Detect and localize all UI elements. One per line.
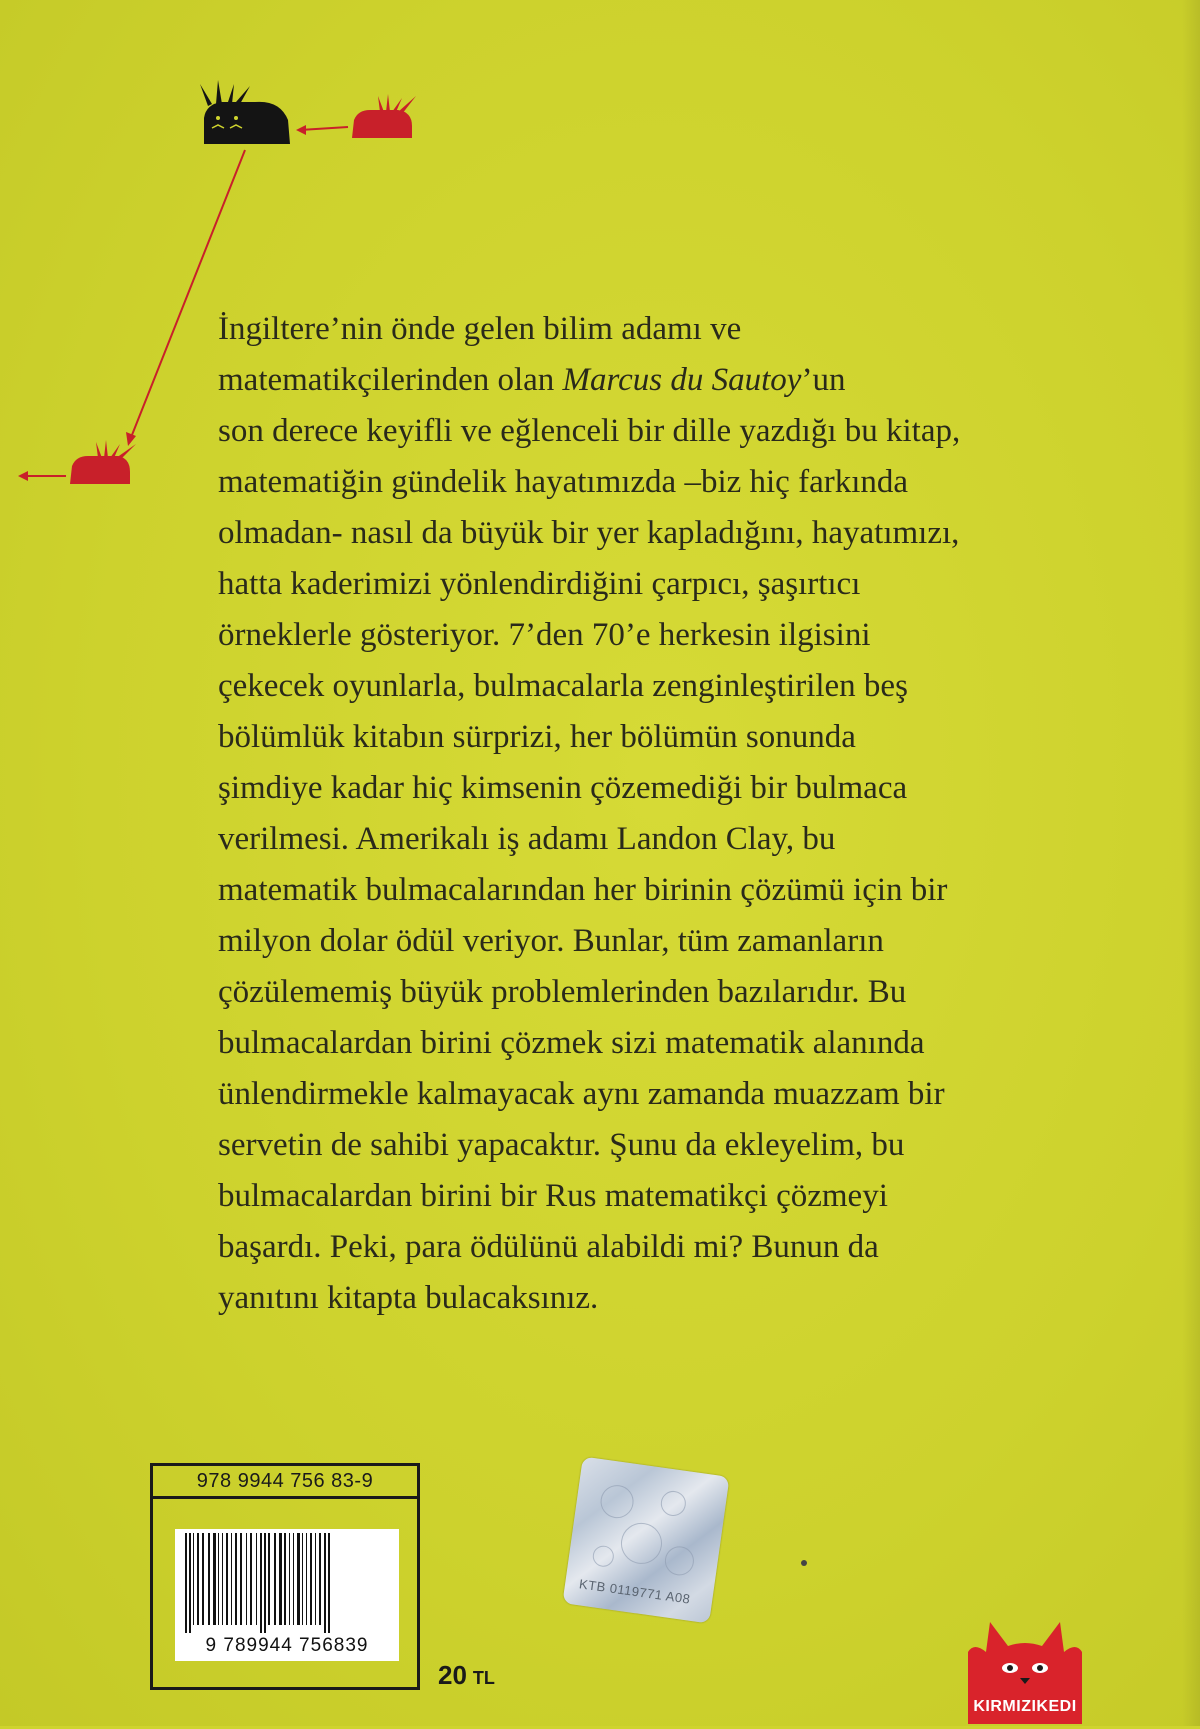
barcode-bar — [208, 1533, 210, 1625]
arrow-icon — [296, 125, 348, 135]
blurb-line: olmadan- nasıl da büyük bir yer kapladığını, hayatımızı, — [218, 515, 960, 551]
blurb-line: bölümlük kitabın sürprizi, her bölümün sonunda — [218, 719, 856, 755]
isbn-number: 978 9944 756 83-9 — [153, 1466, 417, 1499]
barcode-bar — [297, 1533, 300, 1625]
blurb-line: matematik bulmacalarından her birinin çözümü için bir — [218, 872, 948, 908]
blurb-line: son derece keyifli ve eğlenceli bir dille yazdığı bu kitap, — [218, 413, 961, 449]
barcode-bar — [279, 1533, 282, 1625]
barcode-bar — [284, 1533, 286, 1625]
barcode-bar — [274, 1533, 276, 1625]
barcode-bar — [250, 1533, 252, 1625]
price-amount: 20 — [438, 1660, 467, 1690]
barcode-bar — [231, 1533, 232, 1625]
price-tag — [438, 1660, 495, 1691]
barcode-bar — [289, 1533, 290, 1625]
barcode-bar — [328, 1533, 330, 1633]
blurb-line: İngiltere’nin önde gelen bilim adamı ve — [218, 311, 742, 347]
publisher-logo — [964, 1612, 1086, 1724]
blurb-text — [218, 304, 1118, 1324]
rabbit-pair-red-icon — [352, 94, 416, 138]
barcode-bar — [310, 1533, 312, 1625]
blurb-line: yanıtını kitapta bulacaksınız. — [218, 1280, 599, 1316]
blurb-line: şimdiye kadar hiç kimsenin çözemediği bir bulmaca — [218, 770, 908, 806]
barcode-digits: 9 789944 756839 — [205, 1635, 369, 1656]
barcode-bar — [213, 1533, 216, 1625]
blurb-line: servetin de sahibi yapacaktır. Şunu da ekleyelim, bu — [218, 1127, 905, 1163]
isbn-box — [150, 1463, 420, 1690]
barcode-bar — [268, 1533, 270, 1625]
barcode-bar — [246, 1533, 247, 1625]
blurb-line: bulmacalardan birini bir Rus matematikçi çözmeyi — [218, 1178, 888, 1214]
barcode-bar — [189, 1533, 191, 1633]
barcode-bar — [302, 1533, 303, 1625]
blurb-line: ’un — [801, 362, 846, 398]
blurb-line: matematiğin gündelik hayatımızda –biz hiç farkında — [218, 464, 909, 500]
rabbit-pair-red-icon — [70, 440, 136, 484]
blurb-line: çekecek oyunlarla, bulmacalarla zenginleştirilen beş — [218, 668, 908, 704]
rabbit-pair-black-icon — [200, 80, 290, 144]
barcode-bar — [185, 1533, 187, 1633]
barcode-bar — [218, 1533, 219, 1625]
barcode-bar — [222, 1533, 223, 1625]
price-currency: TL — [472, 1668, 495, 1688]
barcode-icon — [175, 1529, 399, 1661]
blurb-line: milyon dolar ödül veriyor. Bunlar, tüm zamanların — [218, 923, 884, 959]
blurb-line: hatta kaderimizi yönlendirdiğini çarpıcı, şaşırtıcı — [218, 566, 861, 602]
barcode-bar — [193, 1533, 194, 1625]
barcode-bar — [306, 1533, 307, 1625]
barcode-bar — [315, 1533, 316, 1625]
hologram-code: KTB 0119771 A08 — [578, 1576, 692, 1607]
barcode-bar — [226, 1533, 228, 1625]
barcode-bar — [293, 1533, 294, 1625]
blurb-line: örneklerle gösteriyor. 7’den 70’e herkesin ilgisini — [218, 617, 871, 653]
barcode-bar — [202, 1533, 204, 1625]
author-name: Marcus du Sautoy — [562, 362, 802, 398]
barcode-bar — [240, 1533, 242, 1625]
ink-dot — [801, 1560, 807, 1566]
barcode-bar — [264, 1533, 266, 1633]
barcode-bar — [324, 1533, 326, 1633]
blurb-line: verilmesi. Amerikalı iş adamı Landon Clay, bu — [218, 821, 836, 857]
barcode-bar — [256, 1533, 257, 1625]
blurb-line: başardı. Peki, para ödülünü alabildi mi? Bunun da — [218, 1229, 879, 1265]
blurb-line: bulmacalardan birini çözmek sizi matematik alanında — [218, 1025, 925, 1061]
hologram-sticker-icon — [562, 1456, 729, 1623]
barcode-bars — [175, 1529, 399, 1639]
barcode-bar — [197, 1533, 199, 1625]
blurb-line: ünlendirmekle kalmayacak aynı zamanda muazzam bir — [218, 1076, 945, 1112]
barcode-bar — [260, 1533, 262, 1633]
arrow-icon — [18, 471, 66, 481]
blurb-line: çözülememiş büyük problemlerinden bazılarıdır. Bu — [218, 974, 907, 1010]
barcode-bar — [235, 1533, 237, 1625]
barcode-bar — [319, 1533, 321, 1625]
blurb-line: matematikçilerinden olan — [218, 362, 563, 398]
publisher-name: KIRMIZIKEDI — [973, 1698, 1077, 1715]
